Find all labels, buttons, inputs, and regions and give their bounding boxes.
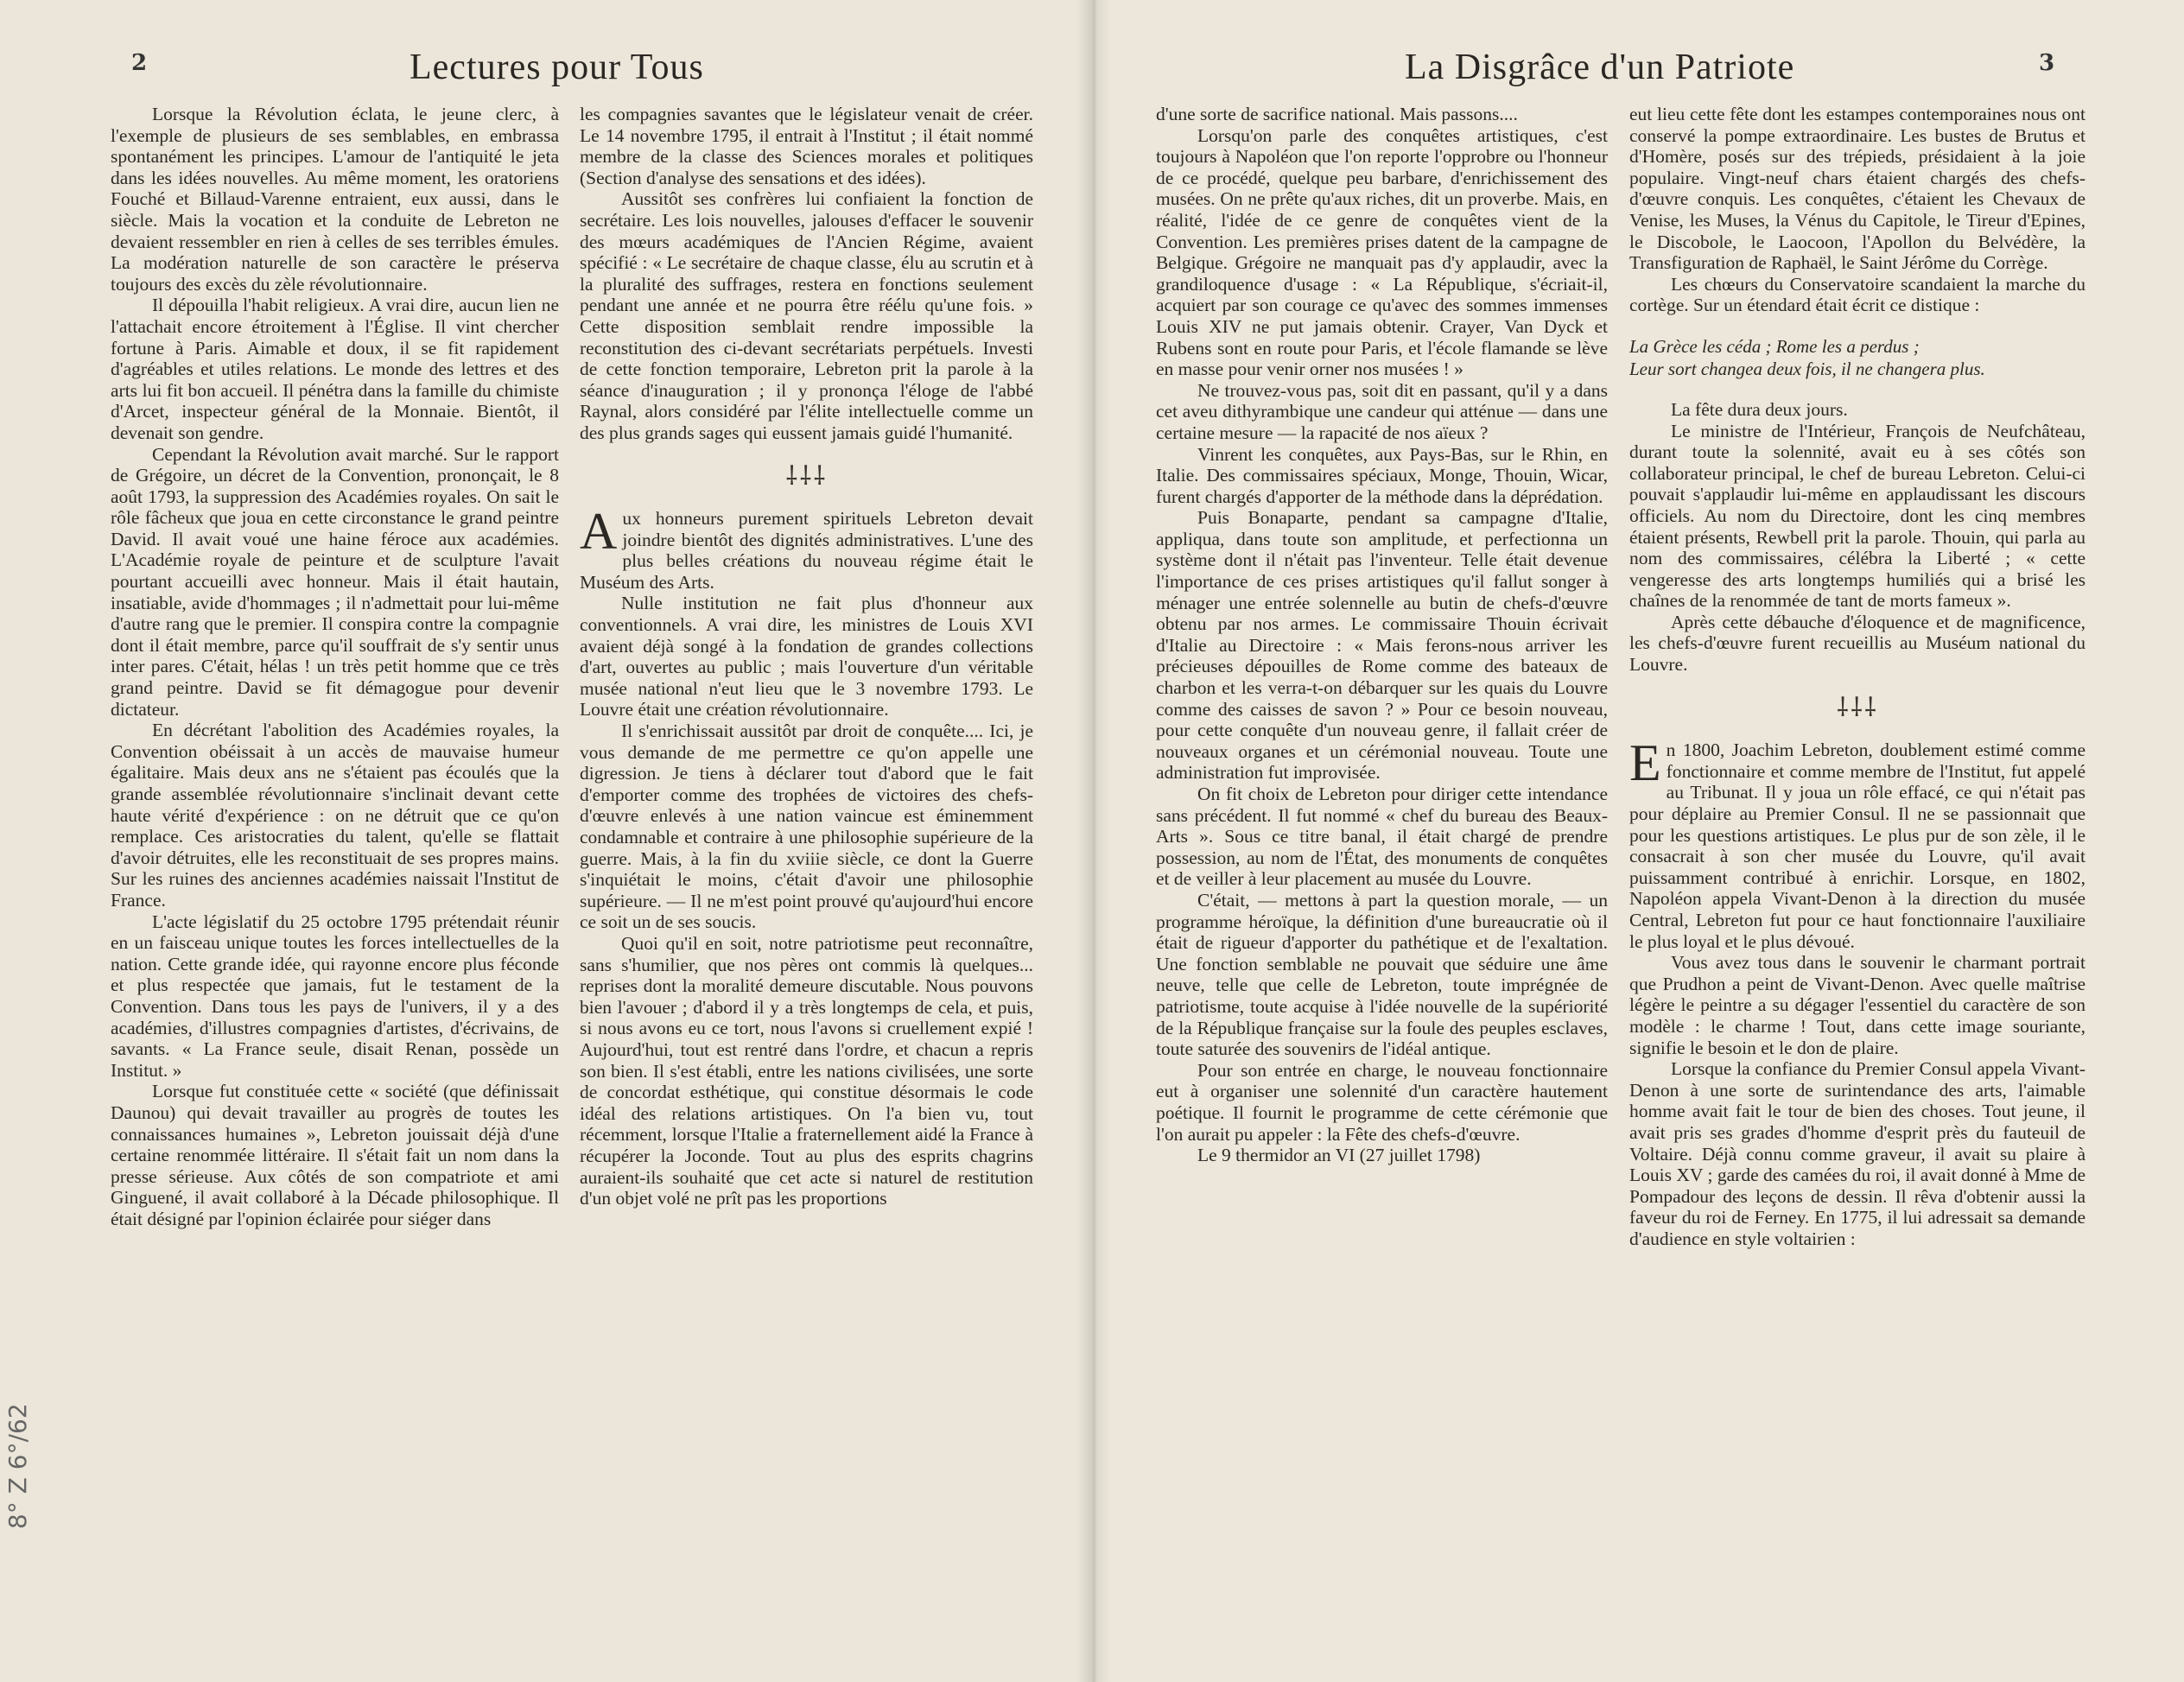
paragraph: Le ministre de l'Intérieur, François de Neufchâteau, durant toute la solennité, avait eu à ses côtés son collaborateur principal, le chef de bureau Lebreton. Celui-ci pouvait s'applaudir lui-même en applaudissant les discours officiels. Au nom du Directoire, dont les cinq membres étaient présents, Rewbell prit la parole. Thouin, qui parla au nom des commissaires, célébra la Liberté ; « cette vengeresse des arts longtemps humiliés qui a brisé les chaînes de la renommée de tant de morts fameux ». [1629, 420, 2086, 612]
paragraph: Vinrent les conquêtes, aux Pays-Bas, sur le Rhin, en Italie. Des commissaires spéciaux, Monge, Thouin, Wicar, furent chargés d'apporter de la méthode dans la déprédation. [1156, 443, 1608, 507]
paragraph: eut lieu cette fête dont les estampes contemporaines nous ont conservé la pompe extraordinaire. Les bustes de Brutus et d'Homère, posés sur des trépieds, présidaient à la joie populaire. Vingt-neuf chars étaient chargés des chefs-d'œuvre conquis. Les conquêtes, c'étaient les Chevaux de Venise, les Muses, la Vénus du Capitole, le Tireur d'Epines, le Discobole, le Laocoon, l'Apollon du Belvédère, la Transfiguration de Raphaël, le Saint Jérôme du Corrège. [1629, 104, 2086, 274]
paragraph: Lorsque la Révolution éclata, le jeune clerc, à l'exemple de plusieurs de ses semblables, en embrassa spontanément les principes. L'amour de l'antiquité le jeta dans les idées nouvelles. Au même moment, les oratoriens Fouché et Billaud-Varenne entraient, eux aussi, dans le siècle. Mais la vocation et la conduite de Lebreton ne devaient ressembler en rien à celles de ses terribles émules. La modération naturelle de son caractère le préserva toujours des excès du zèle révolutionnaire. [111, 104, 559, 295]
distich [1629, 335, 2086, 380]
paragraph: d'une sorte de sacrifice national. Mais passons.... [1156, 104, 1518, 124]
paragraph: Puis Bonaparte, pendant sa campagne d'Italie, appliqua, dans toute son amplitude, et perfectionna un système dont il n'était pas l'inventeur. Telle était devenue l'importance de ces prises artistiques qu'il fallut songer à ménager une entrée solennelle au butin de chefs-d'œuvre obtenu par nos armes. Le commissaire Thouin écrivait d'Italie au Directoire : « Mais ferons-nous arriver les précieuses dépouilles de Rome comme des bateaux de charbon et les verra-t-on débarquer sur les quais du Louvre comme des caisses de savon ? » Pour ce besoin nouveau, pour cette conquête d'un nouveau genre, il fallait créer de nouveaux organes et un cérémonial nouveau. Toute une administration fut improvisée. [1156, 507, 1608, 784]
left-column-1 [111, 104, 559, 1572]
running-head-left: Lectures pour Tous [410, 48, 704, 87]
page-number-left: 2 [131, 50, 148, 76]
paragraph: Cependant la Révolution avait marché. Sur le rapport de Grégoire, un décret de la Convention, prononçait, le 8 août 1793, la suppression des Académies royales. On sait le rôle fâcheux que joua en cette circonstance le grand peintre David. Il avait voué une haine féroce aux académies. L'Académie royale de peinture et de sculpture l'avait pourtant accueilli avec honneur. Mais il était hautain, insatiable, avide d'hommages ; il n'admettait pour lui-même d'autre rang que le premier. Il conspira contre la compagnie dont il était membre, parce qu'il souffrait de s'y sentir unus inter pares. C'était, hélas ! un très petit homme que ce très grand peintre. David se fit démagogue pour devenir dictateur. [111, 443, 559, 720]
left-column-2 [580, 104, 1033, 1572]
drop-cap: A [580, 503, 618, 561]
paragraph: Lorsque fut constituée cette « société (que définissait Daunou) qui devait travailler au progrès de toutes les connaissances humaines », Lebreton jouissait déjà d'une certaine renommée littéraire. Il s'était fait un nom dans la presse sérieuse. Aux côtés de son compatriote et ami Ginguené, il avait collaboré à la Décade philosophique. Il était désigné par l'opinion éclairée pour siéger dans [111, 1081, 559, 1229]
paragraph: Lorsqu'on parle des conquêtes artistiques, c'est toujours à Napoléon que l'on reporte l'opprobre ou l'honneur de ce procédé, quelque peu barbare, d'enrichissement des musées. On ne prête qu'aux riches, dit un proverbe. Mais, en réalité, l'idée de ce genre de conquêtes vient de la Convention. Les premières prises datent de la campagne de Belgique. Grégoire ne manquait pas d'y applaudir, avec la grandiloquence d'usage : « La République, s'écriait-il, acquiert par son courage ce qu'avec des sommes immenses Louis XIV ne put jamais obtenir. Crayer, Van Dyck et Rubens sont en route pour Paris, et l'école flamande se lève en masse pour venir orner nos musées ! » [1156, 124, 1608, 380]
right-column-1 [1156, 104, 1608, 1572]
paragraph: Ne trouvez-vous pas, soit dit en passant, qu'il y a dans cet aveu dithyrambique une candeur qui atténue — dans une certaine mesure — la rapacité de nos aïeux ? [1156, 379, 1608, 443]
paragraph: Le 9 thermidor an VI (27 juillet 1798) [1197, 1145, 1481, 1166]
page-number-right: 3 [2039, 50, 2055, 76]
paragraph-dropcap [580, 503, 1033, 593]
paragraph-text: n 1800, Joachim Lebreton, doublement estimé comme fonctionnaire et comme membre de l'Institut, fut appelé au Tribunat. Il y joua un rôle effacé, ce qui n'était pas pour déplaire au Premier Consul. Il ne se passionnait que pour les questions artistiques. Le plus pur de son zèle, il le consacrait à son cher musée du Louvre, qu'il avait puissamment contribué à enrichir. Lorsque, en 1802, Napoléon appela Vivant-Denon à la direction du musée Central, Lebreton fut pour ce haut fonctionnaire l'auxiliaire le plus loyal et le plus dévoué. [1629, 739, 2086, 952]
verse-line: Leur sort changea deux fois, il ne changera plus. [1629, 358, 1985, 379]
section-separator: ⸸⸸⸸ [785, 461, 828, 491]
paragraph: Pour son entrée en charge, le nouveau fonctionnaire eut à organiser une solennité d'un caractère hautement poétique. Il fournit le programme de cette cérémonie que l'on aurait pu appeler : la Fête des chefs-d'œuvre. [1156, 1059, 1608, 1145]
paragraph: En décrétant l'abolition des Académies royales, la Convention obéissait à un accès de mauvaise humeur égalitaire. Mais deux ans ne s'étaient pas écoulés que la grande assemblée révolutionnaire s'inclinait devant cette haute vérité d'expérience : on ne détruit que ce qu'on remplace. Ces aristocraties du talent, qu'elle se flattait d'avoir détruites, elle les reconstituait de ses propres mains. Sur les ruines des anciennes académies naissait l'Institut de France. [111, 720, 559, 911]
paragraph: L'acte législatif du 25 octobre 1795 prétendait réunir en un faisceau unique toutes les forces intellectuelles de la nation. Cette grande idée, qui rayonne encore plus féconde et plus respectée que jamais, fut le testament de la Convention. Dans tous les pays de l'univers, il y a des académies, d'illustres compagnies d'artistes, d'écrivains, de savants. « La France seule, disait Renan, possède un Institut. » [111, 911, 559, 1081]
paragraph: les compagnies savantes que le législateur venait de créer. Le 14 novembre 1795, il entrait à l'Institut ; il était nommé membre de la classe des Sciences morales et politiques (Section d'analyse des sensations et des idées). [580, 104, 1033, 188]
paragraph: On fit choix de Lebreton pour diriger cette intendance sans précédent. Il fut nommé « chef du bureau des Beaux-Arts ». Sous ce titre banal, il était chargé de prendre possession, au nom de l'État, des monuments de conquêtes et de veiller à leur placement au musée du Louvre. [1156, 784, 1608, 890]
paragraph: Il s'enrichissait aussitôt par droit de conquête.... Ici, je vous demande de me permettre ce qu'on appelle une digression. Je tiens à déclarer tout d'abord que le fait d'emporter comme des trophées de victoires des chefs-d'œuvre enlevés à une nation vaincue est éminemment condamnable et contraire à une philosophie supérieure de la guerre. Mais, à la fin du xviiie siècle, ce dont la Guerre s'inquiétait le moins, c'était d'avoir une philosophie supérieure. — Il ne m'est point prouvé qu'aujourd'hui encore ce soit un de ses soucis. [580, 720, 1033, 933]
running-head-right: La Disgrâce d'un Patriote [1405, 48, 1795, 87]
verse-line: La Grèce les céda ; Rome les a perdus ; [1629, 335, 1920, 357]
margin-shelfmark: 8° Z 6°/62 [3, 1403, 32, 1529]
paragraph: Il dépouilla l'habit religieux. A vrai dire, aucun lien ne l'attachait encore étroitement à l'Église. Il vint chercher fortune à Paris. Aimable et doux, il se fit rapidement d'agréables et utiles relations. Le monde des lettres et des arts lui fit bon accueil. Il pénétra dans la famille du chimiste d'Arcet, inspecteur général de la Monnaie. Bientôt, il devenait son gendre. [111, 295, 559, 443]
paragraph: Après cette débauche d'éloquence et de magnificence, les chefs-d'œuvre furent recueillis au Muséum national du Louvre. [1629, 611, 2086, 676]
right-page [1094, 0, 2184, 1682]
drop-cap: E [1629, 734, 1661, 792]
paragraph: Quoi qu'il en soit, notre patriotisme peut reconnaître, sans s'humilier, que nos pères ont commis là quelques... reprises dont la moralité demeure discutable. Nous pouvons bien l'avouer ; d'abord il y a très longtemps de cela, et puis, si nous avons eu ce tort, nous l'avons si cruellement expié ! Aujourd'hui, tout est rentré dans l'ordre, et chacun a repris son bien. Il s'est établi, entre les nations civilisées, une sorte de concordat esthétique, qui constitue désormais le code idéal des relations artistiques. On l'a bien vu, tout récemment, lorsque l'Italie a fraternellement aidé la France à récupérer la Joconde. Tout au plus des esprits chagrins auraient-ils souhaité que cet acte si naturel de restitution d'un objet volé ne prît pas les proportions [580, 932, 1033, 1209]
paragraph: Lorsque la confiance du Premier Consul appela Vivant-Denon à une sorte de surintendance des arts, l'aimable homme avait fait le tour de bien des choses. Tout jeune, il avait pris ses grades d'homme d'esprit près du fauteuil de Voltaire. Déjà connu comme graveur, il avait su plaire à Louis XV ; garde des camées du roi, il avait donné à Mme de Pompadour des leçons de dessin. Il rêva d'obtenir aussi la faveur du roi de Ferney. En 1775, il lui adressait sa demande d'audience en style voltairien : [1629, 1058, 2086, 1249]
paragraph: La fête dura deux jours. [1671, 398, 1848, 420]
paragraph-dropcap [1629, 734, 2086, 952]
paragraph-text: ux honneurs purement spirituels Lebreton devait joindre bientôt des dignités administratives. L'une des plus belles créations du nouveau régime était le Muséum des Arts. [580, 508, 1033, 593]
paragraph: Vous avez tous dans le souvenir le charmant portrait que Prudhon a peint de Vivant-Denon. Avec quelle maîtrise légère le peintre a su dégager l'essentiel du caractère de son modèle : le charme ! Tout, dans cette image souriante, signifie le besoin et le don de plaire. [1629, 952, 2086, 1058]
section-separator: ⸸⸸⸸ [1836, 693, 1879, 722]
right-column-2 [1629, 104, 2086, 1572]
paragraph: Nulle institution ne fait plus d'honneur aux conventionnels. A vrai dire, les ministres de Louis XVI avaient déjà songé à la fondation de grandes collections d'art, ouvertes au public ; mais l'ouverture d'un véritable musée national n'eut lieu que le 3 novembre 1793. Le Louvre était une création révolutionnaire. [580, 593, 1033, 720]
paragraph: Les chœurs du Conservatoire scandaient la marche du cortège. Sur un étendard était écrit ce distique : [1629, 273, 2086, 316]
binding-gutter [1076, 0, 1111, 1682]
paragraph: C'était, — mettons à part la question morale, — un programme héroïque, la définition d'une bureaucratie où il était de rigueur d'apporter du pathétique et de l'exaltation. Une fonction semblable ne pouvait que séduire une âme neuve, telle que celle de Lebreton, toute imprégnée de patriotisme, toute acquise à l'idée nouvelle de la supériorité de la République française sur la foule des peuples esclaves, toute saturée des souvenirs de l'idéal antique. [1156, 889, 1608, 1060]
paragraph: Aussitôt ses confrères lui confiaient la fonction de secrétaire. Les lois nouvelles, jalouses d'effacer le souvenir des mœurs académiques de l'Ancien Régime, avaient spécifié : « Le secrétaire de chaque classe, élu au scrutin et à la pluralité des suffrages, restera en fonctions seulement pendant une année et ne pourra être réélu qu'une fois. » Cette disposition semblait rendre impossible la reconstitution des ci-devant secrétariats perpétuels. Investi de cette fonction temporaire, Lebreton prit la parole à la séance d'inauguration ; il y prononça l'éloge de l'abbé Raynal, alors considéré par l'élite intellectuelle comme un des plus grands sages qui eussent jamais guidé l'humanité. [580, 188, 1033, 443]
